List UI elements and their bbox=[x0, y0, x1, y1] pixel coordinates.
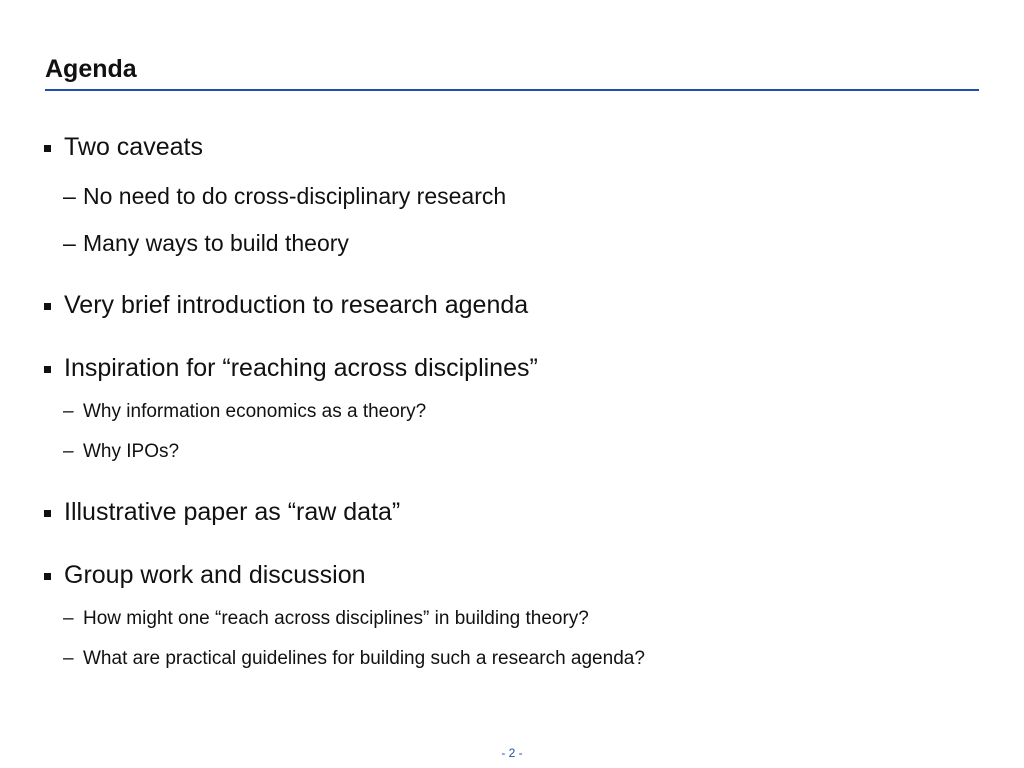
square-bullet-icon bbox=[44, 366, 51, 373]
agenda-subitem bbox=[63, 440, 179, 464]
agenda-subitem bbox=[63, 229, 349, 257]
dash-marker: – bbox=[63, 401, 74, 422]
agenda-subitem-label: What are practical guidelines for building such a research agenda? bbox=[83, 648, 645, 669]
dash-marker: – bbox=[63, 648, 74, 669]
slide-title: Agenda bbox=[45, 55, 137, 83]
agenda-item-label: Very brief introduction to research agenda bbox=[64, 291, 529, 319]
dash-marker: – bbox=[63, 608, 74, 629]
agenda-subitem bbox=[63, 400, 426, 424]
agenda-item-label: Two caveats bbox=[64, 133, 203, 161]
agenda-subitem-label: Many ways to build theory bbox=[83, 230, 349, 256]
agenda-subitem-label: How might one “reach across disciplines” in building theory? bbox=[83, 608, 589, 629]
page-number: - 2 - bbox=[501, 746, 523, 760]
square-bullet-icon bbox=[44, 573, 51, 580]
square-bullet-icon bbox=[44, 145, 51, 152]
agenda-subitem bbox=[63, 182, 506, 210]
agenda-subitem bbox=[63, 647, 645, 671]
agenda-subitem bbox=[63, 607, 589, 631]
dash-marker: – bbox=[63, 230, 76, 256]
agenda-subitem-label: Why information economics as a theory? bbox=[83, 401, 427, 422]
agenda-subitem-label: No need to do cross-disciplinary research bbox=[83, 183, 507, 209]
dash-marker: – bbox=[63, 183, 76, 209]
square-bullet-icon bbox=[44, 510, 51, 517]
square-bullet-icon bbox=[44, 303, 51, 310]
agenda-item-label: Illustrative paper as “raw data” bbox=[64, 498, 401, 526]
agenda-subitem-label: Why IPOs? bbox=[83, 441, 180, 462]
agenda-item-label: Inspiration for “reaching across disciplines” bbox=[64, 354, 538, 382]
dash-marker: – bbox=[63, 441, 74, 462]
agenda-item-label: Group work and discussion bbox=[64, 561, 366, 589]
